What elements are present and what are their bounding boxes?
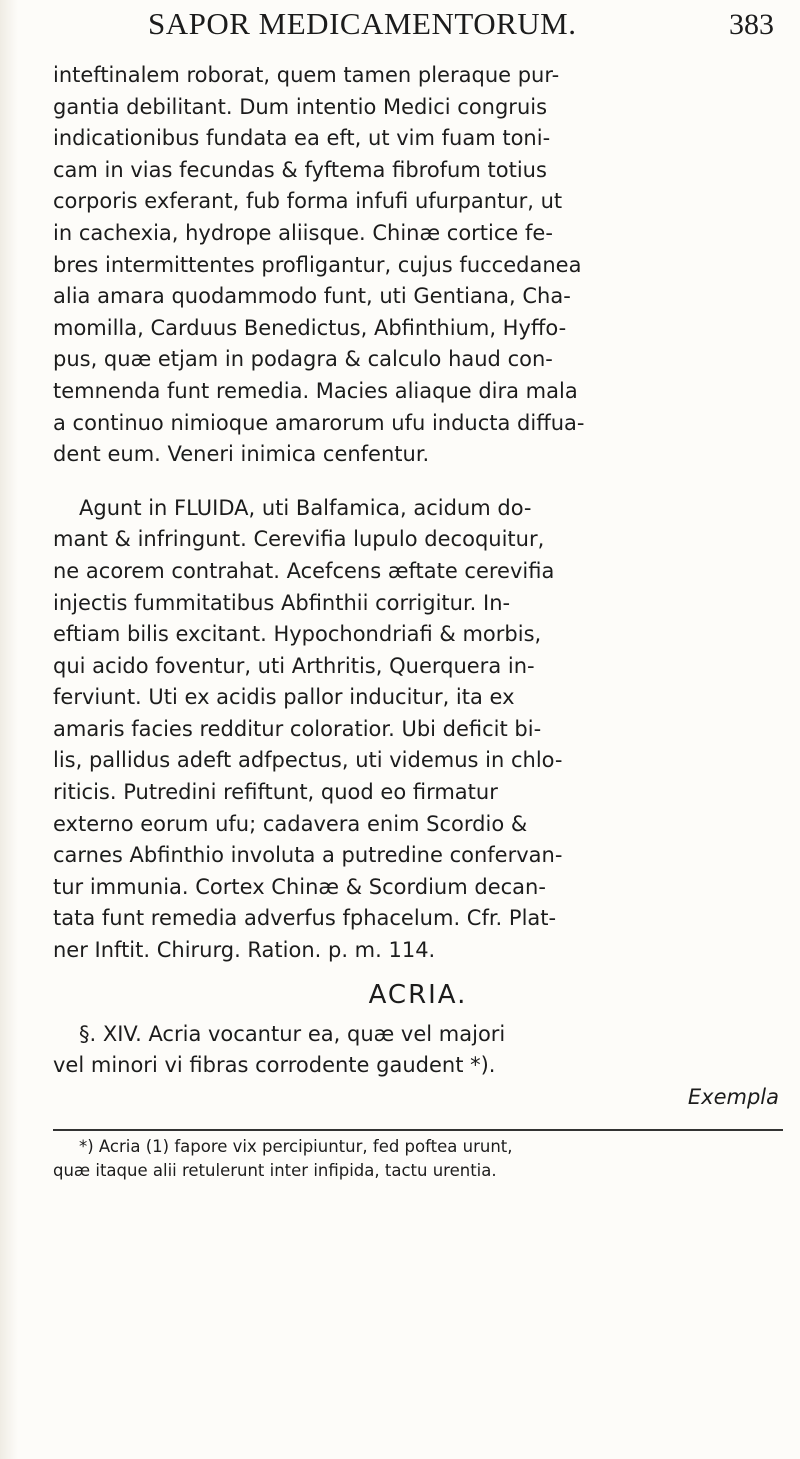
text-line: ferviunt. Uti ex acidis pallor inducitur, ita ex [53,685,515,710]
text-line: bres intermittentes profligantur, cujus fuccedanea [53,252,582,277]
text-line: alia amara quodammodo funt, uti Gentiana, Cha- [53,284,571,309]
section-paragraph [53,1019,783,1114]
text-line: dent eum. Veneri inimica cenfentur. [53,442,430,467]
paragraph-1 [53,60,783,471]
text-line: carnes Abfinthio involuta a putredine confervan- [53,843,563,868]
text-line: Agunt in FLUIDA, uti Balfamica, acidum do- [79,495,532,520]
text-line: injectis fummitatibus Abfinthii corrigitur. In- [53,590,511,615]
text-line: mant & infringunt. Cerevifia lupulo decoquitur, [53,527,545,552]
text-line: a continuo nimioque amarorum ufu inducta diffua- [53,410,585,435]
text-line: pus, quæ etjam in podagra & calculo haud con- [53,347,553,372]
paragraph-2 [53,493,783,967]
text-line: qui acido foventur, uti Arthritis, Querquera in- [53,653,535,678]
footnote-rule [53,1129,783,1131]
text-line: §. XIV. Acria vocantur ea, quæ vel majori [79,1021,506,1046]
page-edge-shadow [0,0,18,1459]
text-line: inteftinalem roborat, quem tamen pleraque pur- [53,63,560,87]
text-line: indicationibus fundata ea eft, ut vim fuam toni- [53,126,551,151]
text-line: amaris facies redditur coloratior. Ubi deficit bi- [53,716,542,741]
text-line: momilla, Carduus Benedictus, Abfinthium, Hyffo- [53,315,567,340]
text-line: riticis. Putredini refiftunt, quod eo firmatur [53,780,498,805]
page-header [0,6,800,56]
body-text [53,60,783,1183]
footnote-line: *) Acria (1) fapore vix percipiuntur, fed poftea urunt, [79,1137,513,1157]
text-line: tata funt remedia adverfus fphacelum. Cfr. Plat- [53,906,557,931]
text-line: ne acorem contrahat. Acefcens æftate cerevifia [53,558,555,583]
text-line: temnenda funt remedia. Macies aliaque dira mala [53,378,578,403]
paragraph-gap [53,471,783,493]
page-number: 383 [729,8,774,41]
footnote-line: quæ itaque alii retulerunt inter infipida, tactu urentia. [53,1161,497,1181]
catchword: Exempla [687,1084,779,1109]
text-line: in cachexia, hydrope aliisque. Chinæ cortice fe- [53,220,553,245]
running-head: SAPOR MEDICAMENTORUM. [148,6,577,41]
text-line: externo eorum ufu; cadavera enim Scordio & [53,811,528,836]
footnote [53,1135,783,1183]
text-line: cam in vias fecundas & fyftema fibrofum totius [53,157,547,182]
text-line: vel minori vi fibras corrodente gaudent *). [53,1053,496,1078]
text-line: lis, pallidus adeft adfpectus, uti videmus in chlo- [53,748,563,773]
text-line: eftiam bilis excitant. Hypochondriafi & morbis, [53,622,542,647]
text-line: tur immunia. Cortex Chinæ & Scordium decan- [53,874,546,899]
text-line: ner Inftit. Chirurg. Ration. p. m. 114. [53,938,436,963]
text-line: gantia debilitant. Dum intentio Medici congruis [53,94,548,119]
text-line: corporis exferant, fub forma infufi ufurpantur, ut [53,189,563,214]
section-heading: ACRIA. [368,979,468,1010]
